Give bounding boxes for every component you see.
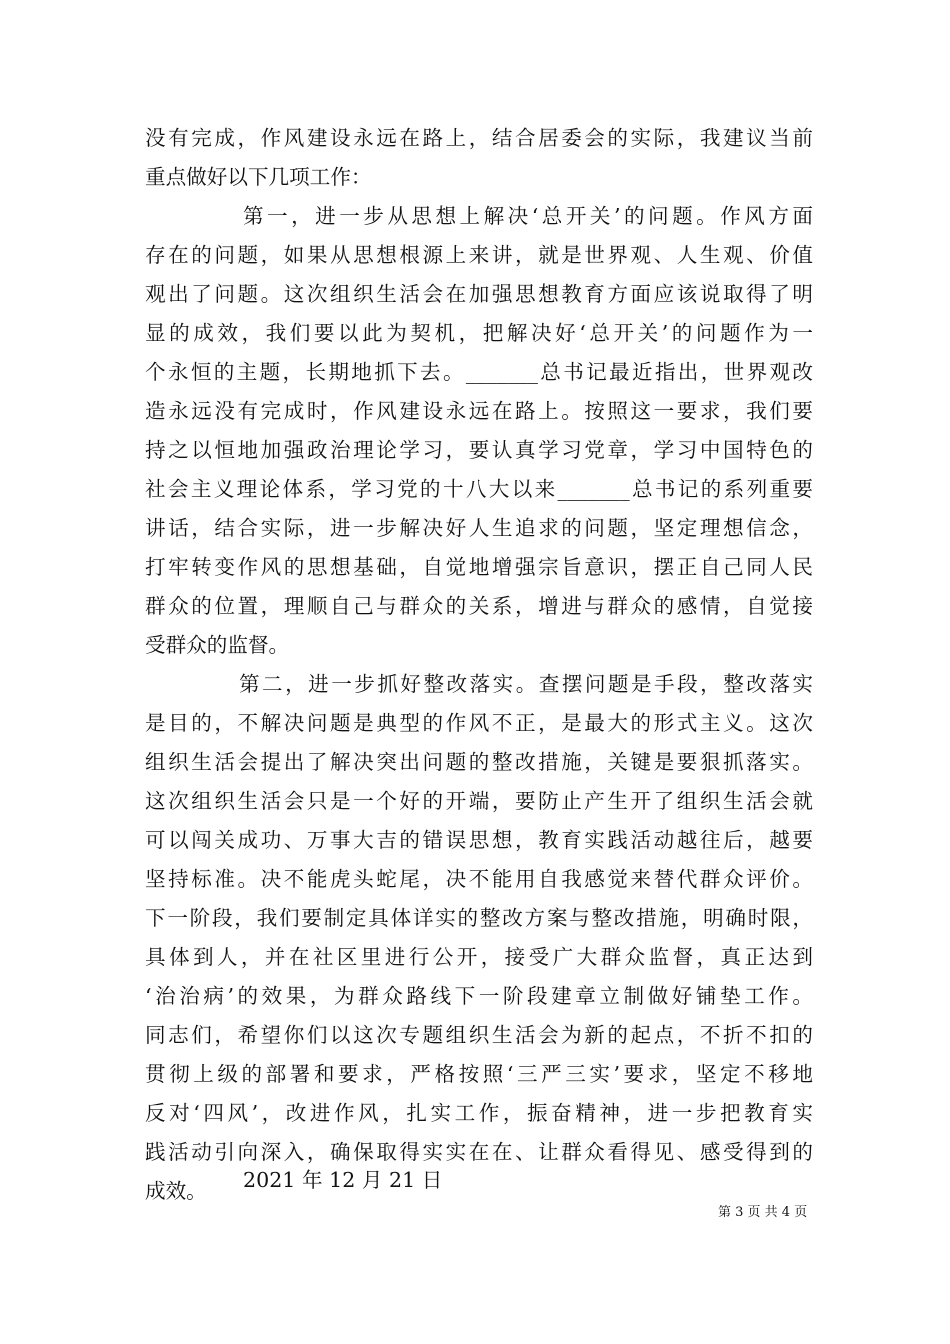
text-line: 具体到人，并在社区里进行公开，接受广大群众监督，真正达到 xyxy=(145,945,813,969)
text-line: 存在的问题，如果从思想根源上来讲，就是世界观、人生观、价值 xyxy=(145,243,813,267)
text-line: 成效。 xyxy=(145,1179,207,1203)
paragraph-first-line: 第一，进一步从思想上解决‘总开关’的问题。作风方面 xyxy=(243,204,813,228)
text-line: 显的成效，我们要以此为契机，把解决好‘总开关’的问题作为一 xyxy=(145,321,813,345)
text-line: 造永远没有完成时，作风建设永远在路上。按照这一要求，我们要 xyxy=(145,399,813,423)
document-date: 2021 年 12 月 21 日 xyxy=(243,1168,443,1192)
text-line: 可以闯关成功、万事大吉的错误思想，教育实践活动越往后，越要 xyxy=(145,828,813,852)
text-line: 坚持标准。决不能虎头蛇尾，决不能用自我感觉来替代群众评价。 xyxy=(145,867,813,891)
text-line: 持之以恒地加强政治理论学习，要认真学习党章，学习中国特色的 xyxy=(145,438,813,462)
text-line: ‘治治病’的效果，为群众路线下一阶段建章立制做好铺垫工作。 xyxy=(145,984,813,1008)
text-line: 社会主义理论体系，学习党的十八大以来_______总书记的系列重要 xyxy=(145,477,813,501)
text-line: 群众的位置，理顺自己与群众的关系，增进与群众的感情，自觉接 xyxy=(145,594,813,618)
paragraph-first-line: 第二，进一步抓好整改落实。查摆问题是手段，整改落实 xyxy=(239,672,813,696)
text-line: 打牢转变作风的思想基础，自觉地增强宗旨意识，摆正自己同人民 xyxy=(145,555,813,579)
page-number-footer: 第 3 页 共 4 页 xyxy=(718,1205,808,1220)
text-line: 个永恒的主题，长期地抓下去。_______总书记最近指出，世界观改 xyxy=(145,360,813,384)
text-line: 讲话，结合实际，进一步解决好人生追求的问题，坚定理想信念， xyxy=(145,516,813,540)
text-line: 受群众的监督。 xyxy=(145,633,290,657)
text-line: 组织生活会提出了解决突出问题的整改措施，关键是要狠抓落实。 xyxy=(145,750,813,774)
document-body xyxy=(145,119,813,1211)
text-line: 观出了问题。这次组织生活会在加强思想教育方面应该说取得了明 xyxy=(145,282,813,306)
text-line: 这次组织生活会只是一个好的开端，要防止产生开了组织生活会就 xyxy=(145,789,813,813)
text-line: 重点做好以下几项工作： xyxy=(145,165,372,189)
text-line: 同志们，希望你们以这次专题组织生活会为新的起点，不折不扣的 xyxy=(145,1023,813,1047)
text-line: 践活动引向深入，确保取得实实在在、让群众看得见、感受得到的 xyxy=(145,1140,813,1164)
text-line: 下一阶段，我们要制定具体详实的整改方案与整改措施，明确时限， xyxy=(145,906,813,930)
text-line: 反对‘四风’，改进作风，扎实工作，振奋精神，进一步把教育实 xyxy=(145,1101,813,1125)
text-line: 贯彻上级的部署和要求，严格按照‘三严三实’要求，坚定不移地 xyxy=(145,1062,813,1086)
text-line: 是目的，不解决问题是典型的作风不正，是最大的形式主义。这次 xyxy=(145,711,813,735)
text-line: 没有完成，作风建设永远在路上，结合居委会的实际，我建议当前 xyxy=(145,126,813,150)
